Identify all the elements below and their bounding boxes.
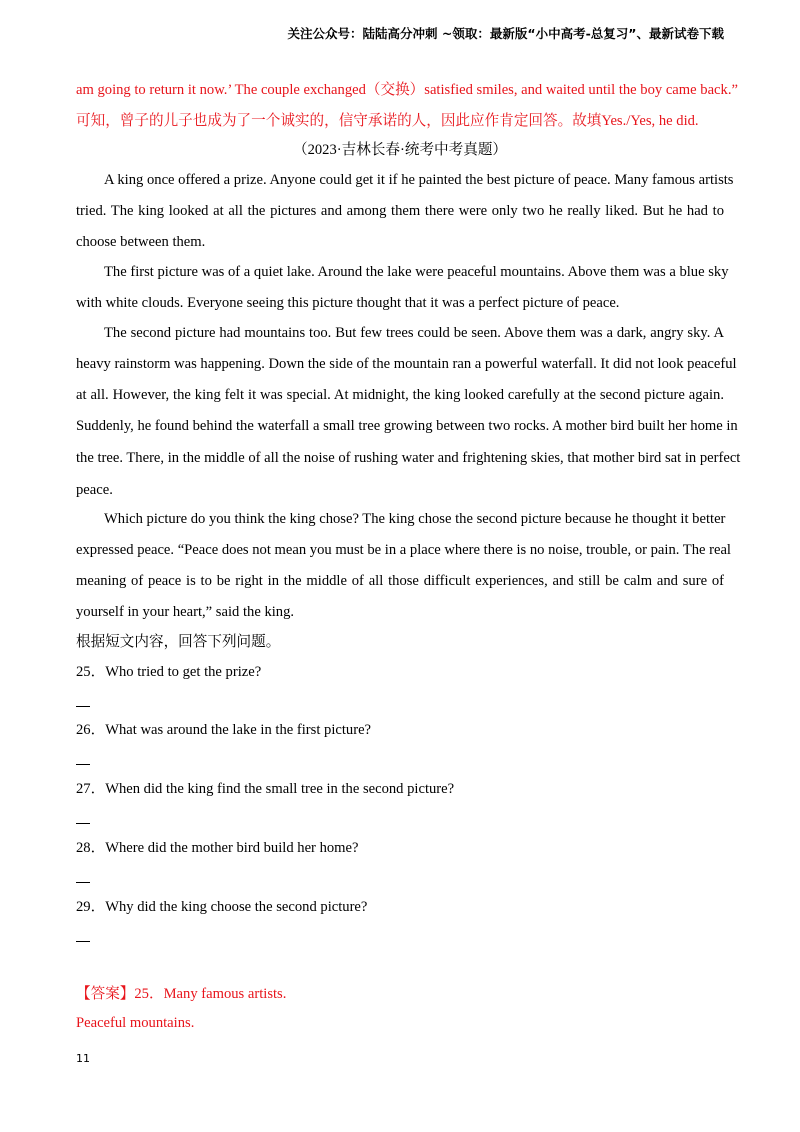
answer-key-line-2: Peaceful mountains. xyxy=(76,1015,195,1031)
passage-line: The first picture was of a quiet lake. Around the lake were peaceful mountains. Above them was a blue sky xyxy=(104,264,729,280)
passage-line: with white clouds. Everyone seeing this picture thought that it was a perfect picture of peace. xyxy=(76,295,620,311)
answer-key-line-1: 【答案】25．Many famous artists. xyxy=(76,986,287,1002)
passage-line: yourself in your heart,” said the king. xyxy=(76,604,295,620)
passage-line: the tree. There, in the middle of all the noise of rushing water and frightening skies, that mother bird sat in perfect xyxy=(76,450,741,466)
passage-line: peace. xyxy=(76,482,113,498)
passage-line: A king once offered a prize. Anyone could get it if he painted the best picture of peace. Many famous artists xyxy=(104,172,734,188)
question-28: 28．Where did the mother bird build her home? xyxy=(76,840,359,856)
source-citation: （2023·吉林长春·统考中考真题） xyxy=(292,142,508,158)
question-26: 26．What was around the lake in the first picture? xyxy=(76,722,372,738)
prev-answer-line-1: am going to return it now.’ The couple exchanged（交换）satisfied smiles, and waited until the boy came back.” xyxy=(76,82,738,98)
passage-line: heavy rainstorm was happening. Down the side of the mountain ran a powerful waterfall. It did not look peaceful xyxy=(76,356,737,372)
passage-line: at all. However, the king felt it was special. At midnight, the king looked carefully at the second picture again. xyxy=(76,387,724,403)
question-27: 27．When did the king find the small tree in the second picture? xyxy=(76,781,455,797)
passage-line: meaning of peace is to be right in the middle of all those difficult experiences, and still be calm and sure of xyxy=(76,573,724,589)
passage-line: The second picture had mountains too. But few trees could be seen. Above them was a dark, angry sky. A xyxy=(104,325,724,341)
passage-line: choose between them. xyxy=(76,234,206,250)
prev-answer-line-2: 可知，曾子的儿子也成为了一个诚实的，信守承诺的人，因此应作肯定回答。故填Yes./Yes, he did. xyxy=(76,113,699,129)
page-number: 11 xyxy=(76,1052,90,1065)
answer-blank-29[interactable] xyxy=(76,941,90,942)
page-header: 关注公众号：陆陆高分冲刺 ~领取：最新版“小中高考-总复习”、最新试卷下载 xyxy=(287,26,724,41)
answer-blank-28[interactable] xyxy=(76,882,90,883)
passage-line: Suddenly, he found behind the waterfall a small tree growing between two rocks. A mother bird built her home in xyxy=(76,418,738,434)
answer-blank-27[interactable] xyxy=(76,823,90,824)
answer-blank-26[interactable] xyxy=(76,764,90,765)
question-25: 25．Who tried to get the prize? xyxy=(76,664,262,680)
passage-line: tried. The king looked at all the pictures and among them there were only two he really liked. But he had to xyxy=(76,203,724,219)
answer-blank-25[interactable] xyxy=(76,706,90,707)
question-29: 29．Why did the king choose the second picture? xyxy=(76,899,368,915)
passage-line: Which picture do you think the king chose? The king chose the second picture because he thought it better xyxy=(104,511,726,527)
instruction: 根据短文内容，回答下列问题。 xyxy=(76,634,281,650)
passage-line: expressed peace. “Peace does not mean you must be in a place where there is no noise, trouble, or pain. The real xyxy=(76,542,731,558)
